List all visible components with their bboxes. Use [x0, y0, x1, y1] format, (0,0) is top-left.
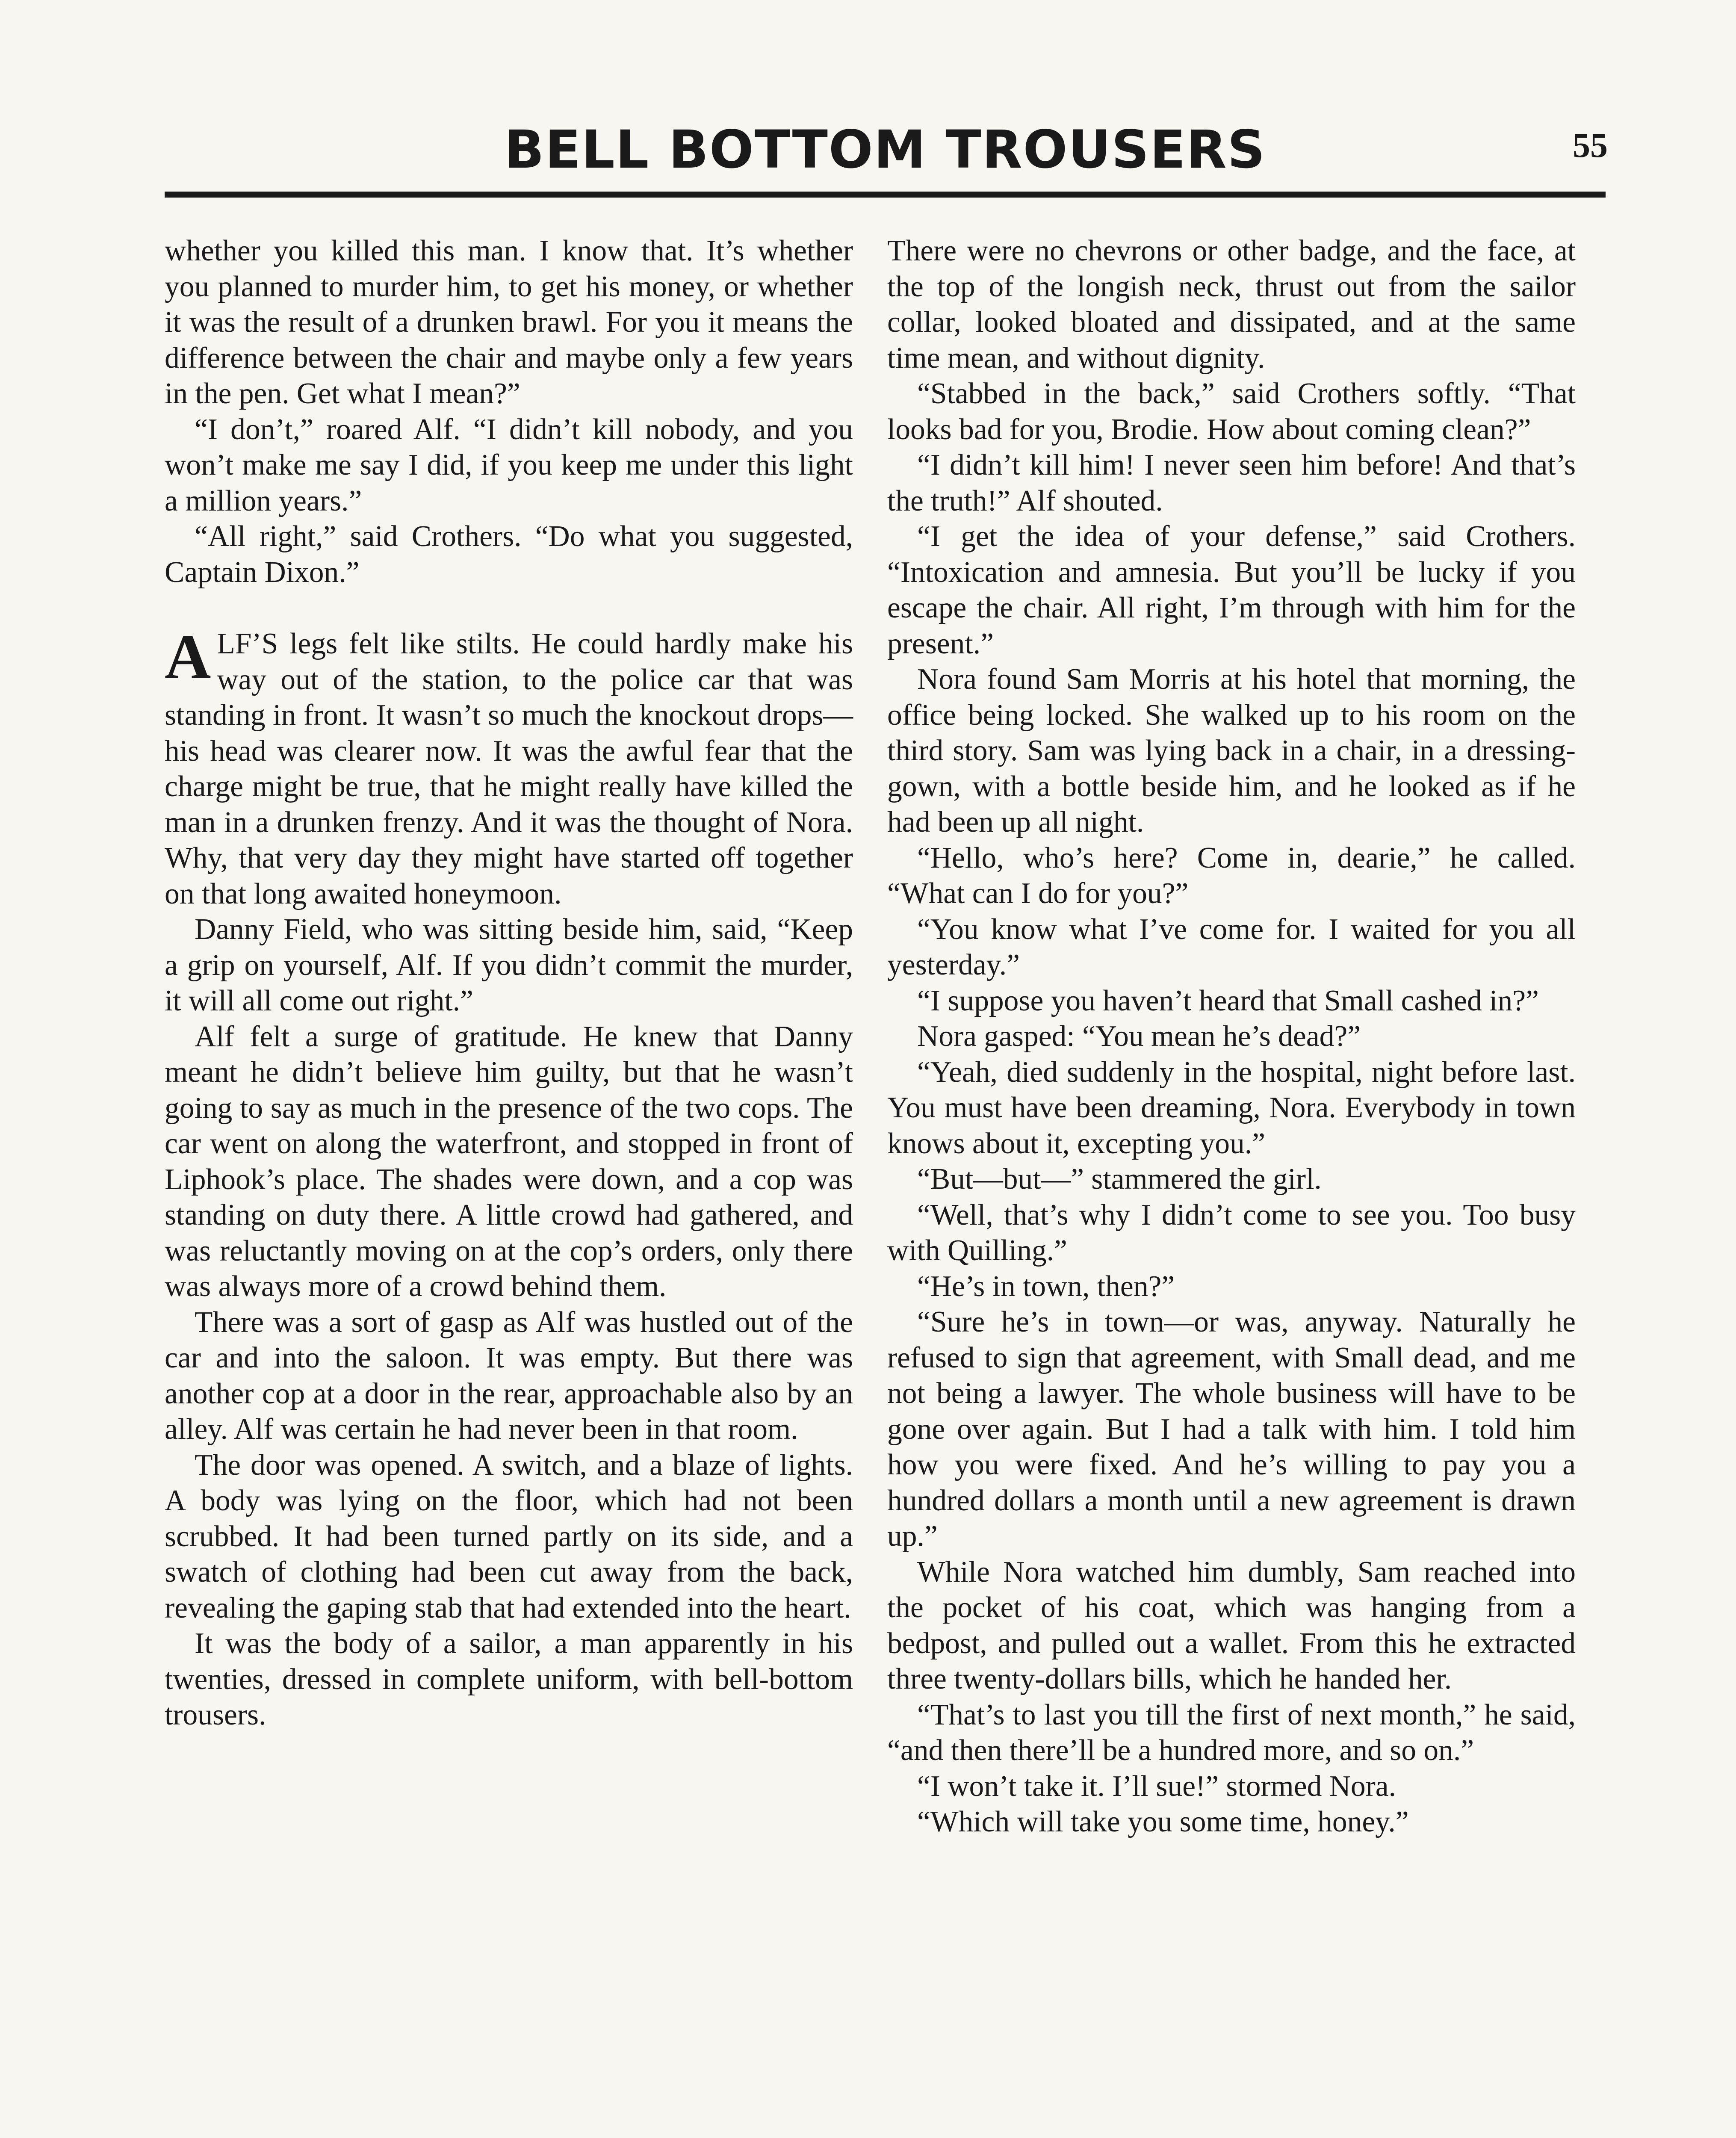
section-start-paragraph	[165, 621, 853, 912]
paragraph: “I don’t,” roared Alf. “I didn’t kill nobody, and you won’t make me say I did, if you keep me under this light a million years.”	[165, 413, 853, 517]
paragraph: “I didn’t kill him! I never seen him before! And that’s the truth!” Alf shouted.	[887, 449, 1576, 517]
paragraph: “Sure he’s in town—or was, anyway. Naturally he refused to sign that agreement, with Small dead, and me not being a lawyer. The whole business will have to be gone over again. But I had a talk with him. I told him how you were fixed. And he’s willing to pay you a hundred dollars a month until a new agreement is drawn up.”	[887, 1305, 1576, 1553]
paragraph: “I get the idea of your defense,” said Crothers. “Intoxication and amnesia. But you’ll be lucky if you escape the chair. All right, I’m through with him for the present.”	[887, 520, 1576, 660]
paragraph: “Stabbed in the back,” said Crothers softly. “That looks bad for you, Brodie. How about coming clean?”	[887, 377, 1576, 446]
paragraph: Nora gasped: “You mean he’s dead?”	[917, 1020, 1361, 1053]
page-header	[162, 115, 1608, 188]
paragraph: There was a sort of gasp as Alf was hustled out of the car and into the saloon. It was empty. But there was another cop at a door in the rear, approachable also by an alley. Alf was certain he had never been in that room.	[165, 1305, 853, 1446]
paragraph: Nora found Sam Morris at his hotel that morning, the office being locked. She walked up to his room on the third story. Sam was lying back in a chair, in a dressing-gown, with a bottle beside him, and he looked as if he had been up all night.	[887, 663, 1576, 839]
drop-cap: A	[165, 621, 211, 692]
paragraph: Alf felt a surge of gratitude. He knew that Danny meant he didn’t believe him guilty, but that he wasn’t going to say as much in the presence of the two cops. The car went on along the waterfront, and stopped in front of Liphook’s place. The shades were down, and a cop was standing on duty there. A little crowd had gathered, and was reluctantly moving on at the cop’s orders, only there was always more of a crowd behind them.	[165, 1020, 853, 1303]
paragraph: “I suppose you haven’t heard that Small cashed in?”	[917, 984, 1539, 1017]
paragraph: “I won’t take it. I’ll sue!” stormed Nora.	[917, 1769, 1396, 1803]
paragraph-text: LF’S legs felt like stilts. He could hardly make his way out of the station, to the police car that was standing in front. It wasn’t so much the knockout drops—his head was clearer now. It was the awful fear that the charge might be true, that he might really have killed the man in a drunken frenzy. And it was the thought of Nora. Why, that very day they might have started off together on that long awaited honeymoon.	[165, 627, 853, 910]
paragraph: There were no chevrons or other badge, and the face, at the top of the longish neck, thrust out from the sailor collar, looked bloated and dissipated, and at the same time mean, and without dignity.	[887, 234, 1576, 375]
paragraph: The door was opened. A switch, and a blaze of lights. A body was lying on the floor, which had not been scrubbed. It had been turned partly on its side, and a swatch of clothing had been cut away from the back, revealing the gaping stab that had extended into the heart.	[165, 1448, 853, 1624]
paragraph: “All right,” said Crothers. “Do what you suggested, Captain Dixon.”	[165, 520, 853, 589]
paragraph: “Yeah, died suddenly in the hospital, night before last. You must have been dreaming, Nora. Everybody in town knows about it, excepting you.”	[887, 1055, 1576, 1160]
paragraph: “Well, that’s why I didn’t come to see you. Too busy with Quilling.”	[887, 1198, 1576, 1267]
page-number: 55	[1573, 126, 1608, 165]
paragraph: It was the body of a sailor, a man apparently in his twenties, dressed in complete uniform, with bell-bottom trousers.	[165, 1627, 853, 1731]
paragraph: “Hello, who’s here? Come in, dearie,” he called. “What can I do for you?”	[887, 841, 1576, 910]
running-title: BELL BOTTOM TROUSERS	[504, 119, 1266, 180]
paragraph: whether you killed this man. I know that. It’s whether you planned to murder him, to get his money, or whether it was the result of a drunken brawl. For you it means the difference between the chair and maybe only a few years in the pen. Get what I mean?”	[165, 234, 853, 410]
header-rule	[165, 192, 1606, 198]
paragraph: While Nora watched him dumbly, Sam reached into the pocket of his coat, which was hanging from a bedpost, and pulled out a wallet. From this he extracted three twenty-dollars bills, which he handed her.	[887, 1555, 1576, 1695]
paragraph: “That’s to last you till the first of next month,” he said, “and then there’ll be a hundred more, and so on.”	[887, 1698, 1576, 1767]
right-column	[887, 233, 1576, 1840]
paragraph: “But—but—” stammered the girl.	[917, 1163, 1322, 1196]
paragraph: “He’s in town, then?”	[917, 1270, 1175, 1303]
paragraph: “Which will take you some time, honey.”	[917, 1805, 1409, 1838]
paragraph: “You know what I’ve come for. I waited for you all yesterday.”	[887, 912, 1576, 981]
paragraph: Danny Field, who was sitting beside him, said, “Keep a grip on yourself, Alf. If you didn’t commit the murder, it will all come out right.”	[165, 913, 853, 1017]
left-column	[165, 233, 853, 1733]
